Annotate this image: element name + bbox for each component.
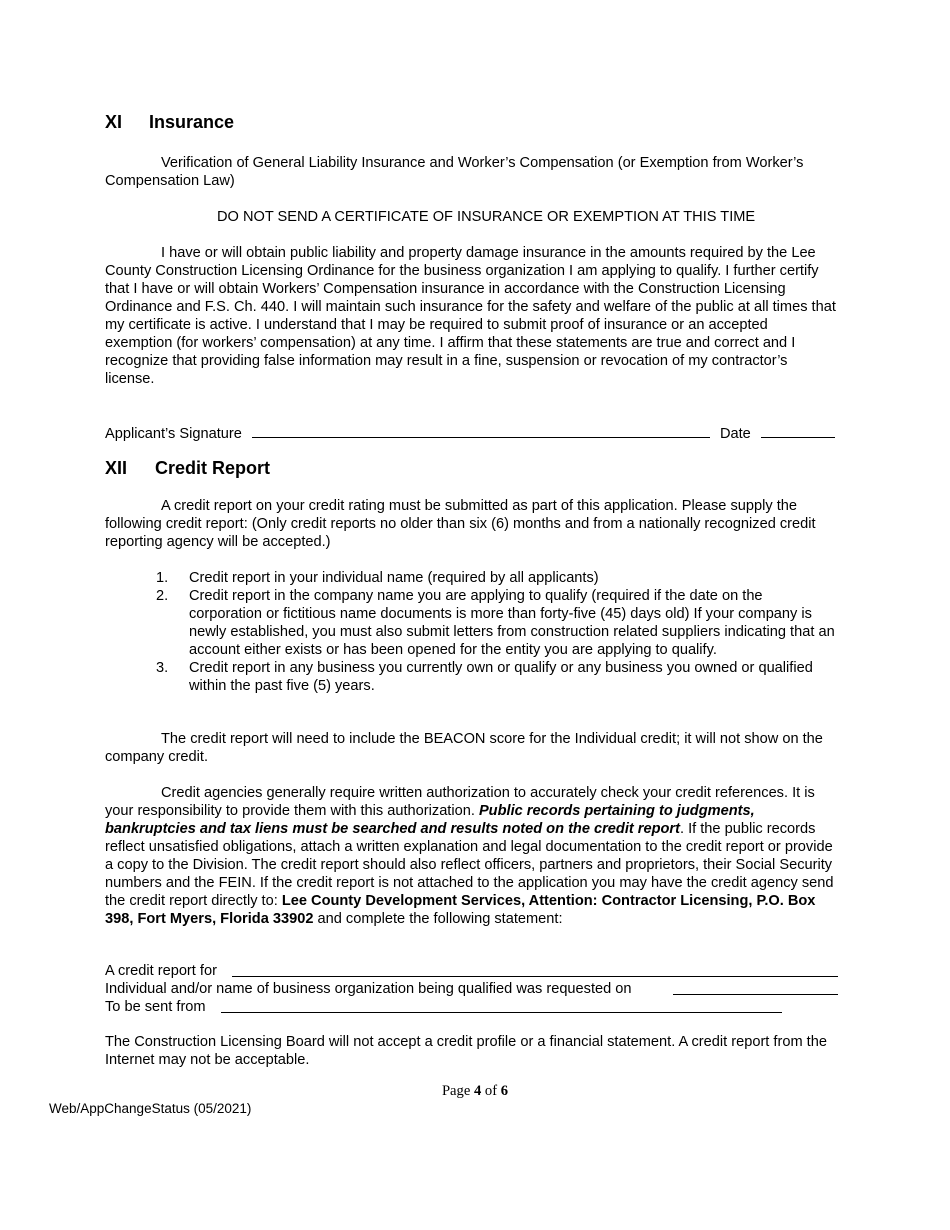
insurance-intro <box>105 154 838 190</box>
authorization-text-part3: and complete the following statement: <box>313 911 563 927</box>
authorization-paragraph <box>105 784 838 928</box>
sent-from-field[interactable] <box>221 998 782 1013</box>
list-item <box>105 569 838 587</box>
section-heading-credit-report <box>105 458 270 479</box>
form-identifier: Web/AppChangeStatus (05/2021) <box>49 1101 252 1116</box>
credit-report-for-label: A credit report for <box>105 963 217 979</box>
requested-on-label: Individual and/or name of business organization being qualified was requested on <box>105 981 632 997</box>
page-of: of <box>484 1083 498 1099</box>
insurance-statement <box>105 244 838 388</box>
section-heading-insurance <box>105 112 234 133</box>
list-item-text: Credit report in your individual name (required by all applicants) <box>189 570 599 586</box>
authorization-text <box>105 784 838 928</box>
requested-on-field[interactable] <box>673 980 838 995</box>
closing-paragraph <box>105 1033 838 1069</box>
credit-intro <box>105 497 838 551</box>
section-number: XI <box>105 112 123 132</box>
insurance-intro-text: Verification of General Liability Insurance and Worker’s Compensation (or Exemption from Worker’s Compensation Law) <box>105 155 804 189</box>
credit-intro-text: A credit report on your credit rating must be submitted as part of this application. Please supply the following credit report: (Only credit reports no older than six (6) months and from a nationally recognized credit reporting agency will be accepted.) <box>105 498 816 550</box>
date-label: Date <box>719 426 751 442</box>
page-total: 6 <box>500 1083 509 1099</box>
list-item-number: 1. <box>156 570 169 586</box>
requested-on-row <box>105 980 838 998</box>
page-prefix: Page <box>441 1083 471 1099</box>
list-item-text: Credit report in any business you currently own or qualify or any business you owned or qualified within the past five (5) years. <box>189 660 813 694</box>
signature-field[interactable] <box>252 423 710 438</box>
signature-label: Applicant’s Signature <box>105 426 242 442</box>
insurance-notice <box>105 208 838 226</box>
list-item <box>105 659 838 695</box>
mailing-address: Lee County Development Services, Attention: Contractor Licensing, P.O. Box 398, Fort Myers, Florida 33902 <box>105 893 816 927</box>
sent-from-row <box>105 998 838 1016</box>
section-number: XII <box>105 458 128 478</box>
section-title: Credit Report <box>155 458 271 478</box>
insurance-notice-text: DO NOT SEND A CERTIFICATE OF INSURANCE OR EXEMPTION AT THIS TIME <box>217 209 756 225</box>
insurance-statement-text: I have or will obtain public liability and property damage insurance in the amounts required by the Lee County Construction Licensing Ordinance for the business organization I am applying to qualify. I further certify that I have or will obtain Workers’ Compensation insurance in accordance with the Construction Licensing Ordinance and F.S. Ch. 440. I will maintain such insurance for the safety and welfare of the public at all times that my certificate is active. I understand that I may be required to submit proof of insurance or an accepted exemption (for workers’ compensation) at any time. I affirm that these statements are true and correct and I recognize that providing false information may result in a fine, suspension or revocation of my contractor’s license. <box>105 245 836 387</box>
credit-requirements-list <box>105 569 838 695</box>
authorization-text-part2: . If the public records reflect unsatisfied obligations, attach a written explanation and legal documentation to the credit report or provide a copy to the Division. The credit report should also reflect officers, partners and proprietors, their Social Security numbers and the FEIN. If the credit report is not attached to the application you may have the credit agency send the credit report directly to: <box>105 821 834 909</box>
section-title: Insurance <box>149 112 235 132</box>
closing-text: The Construction Licensing Board will not accept a credit profile or a financial statement. A credit report from the Internet may not be acceptable. <box>105 1034 827 1068</box>
beacon-text: The credit report will need to include the BEACON score for the Individual credit; it will not show on the company credit. <box>105 731 823 765</box>
public-records-notice: Public records pertaining to judgments, bankruptcies and tax liens must be searched and results noted on the credit report <box>105 803 755 837</box>
sent-from-label: To be sent from <box>105 999 206 1015</box>
date-field[interactable] <box>761 423 835 438</box>
credit-statement-form <box>105 962 838 1016</box>
credit-report-for-field[interactable] <box>232 962 838 977</box>
authorization-text-part1: Credit agencies generally require written authorization to accurately check your credit references. It is your responsibility to provide them with this authorization. <box>105 785 815 819</box>
page-number <box>0 1083 950 1100</box>
credit-report-for-row <box>105 962 838 980</box>
page-current: 4 <box>473 1083 482 1099</box>
list-item-number: 2. <box>156 588 169 604</box>
list-item <box>105 587 838 659</box>
beacon-paragraph <box>105 730 838 766</box>
list-item-text: Credit report in the company name you are applying to qualify (required if the date on the corporation or fictitious name documents is more than forty-five (45) days old) If your company is newly established, you must also submit letters from construction related suppliers indicating that an account either exists or has been opened for the entity you are applying to qualify. <box>189 588 835 658</box>
list-item-number: 3. <box>156 660 169 676</box>
signature-row <box>105 423 838 443</box>
